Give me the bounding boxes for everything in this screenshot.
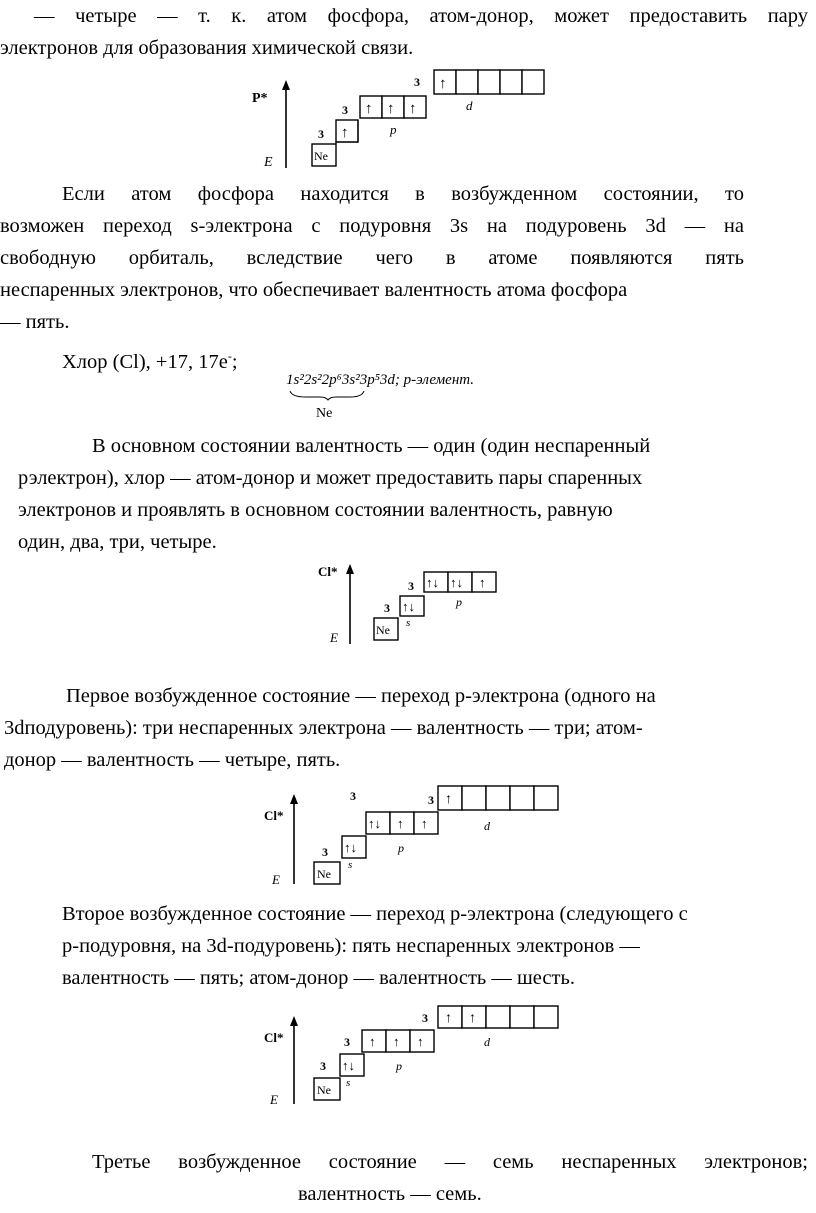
p-sublevel-label: p	[396, 1059, 402, 1073]
s-arrow: ↑↓	[402, 599, 415, 614]
d-orbital-box-4	[500, 70, 522, 94]
energy-axis-arrowhead	[346, 564, 354, 574]
p-arrow-3: ↑	[421, 816, 428, 831]
p-arrow-2: ↑	[393, 1034, 400, 1049]
level-3p: 3	[408, 579, 414, 593]
paragraph-2-line-2: возможен переход s-электрона с подуровня 3s на подуровень 3d — на	[0, 215, 744, 237]
atom-label: P*	[252, 91, 268, 106]
p-sublevel-label: p	[398, 841, 404, 855]
d-sublevel-label: d	[466, 98, 473, 113]
level-3d: 3	[428, 793, 434, 807]
formula-text: 1s²2s²2p⁶3s²3p⁵3d; p-элемент.	[286, 372, 475, 388]
level-3p: 3	[342, 103, 348, 117]
chlorine-ground-orbital-diagram	[316, 560, 516, 650]
chlorine-text: Хлор (Cl), +17, 17e	[62, 350, 228, 373]
d-arrow-1: ↑	[445, 792, 452, 807]
d-orbital-box-5	[534, 786, 558, 810]
d-sublevel-label: d	[484, 1035, 490, 1049]
paragraph-2-line-3: свободную орбиталь, вследствие чего в атоме появляются пять	[0, 247, 744, 269]
formula-brace	[286, 389, 366, 401]
paragraph-3-line-1: В основном состоянии валентность — один (один неспаренный	[92, 435, 651, 457]
p-arrow-3: ↑	[409, 101, 417, 117]
energy-axis-arrowhead	[282, 80, 290, 90]
paragraph-4-line-1: Первое возбужденное состояние — переход р-электрона (одного на	[66, 685, 656, 707]
paragraph-2-line-4: неспаренных электронов, что обеспечивает валентность атома фосфора	[0, 279, 628, 301]
d-orbital-box-3	[486, 786, 510, 810]
s-sublevel-label: s	[346, 1077, 351, 1089]
p-arrow-2: ↑↓	[450, 575, 463, 590]
d-orbital-box-4	[510, 1006, 534, 1028]
formula-brace-label: Ne	[316, 406, 333, 421]
p-arrow-3: ↑	[417, 1034, 424, 1049]
paragraph-5-line-2: р-подуровня, на 3d-подуровень): пять неспаренных электронов —	[62, 935, 640, 957]
s-arrow: ↑	[341, 125, 349, 141]
level-3p: 3	[350, 789, 356, 803]
paragraph-3-line-3: электронов и проявлять в основном состоянии валентность, равную	[18, 499, 613, 521]
p-arrow-1: ↑↓	[368, 816, 381, 831]
paragraph-5-line-3: валентность — пять; атом-донор — валентность — шесть.	[62, 967, 575, 989]
paragraph-1-line-1: — четыре — т. к. атом фосфора, атом-донор, может предоставить пару	[34, 5, 808, 27]
energy-axis-arrowhead	[290, 794, 298, 804]
paragraph-4-line-2: 3dподуровень): три неспаренных электрона — валентность — три; атом-	[4, 717, 643, 739]
s-sublevel-label: s	[348, 859, 353, 871]
paragraph-2-line-1: Если атом фосфора находится в возбужденном состоянии, то	[62, 183, 744, 205]
d-orbital-box-3	[486, 1006, 510, 1028]
s-sublevel-label: s	[406, 617, 411, 629]
paragraph-6-line-2: валентность — семь.	[298, 1183, 482, 1205]
phosphorus-excited-orbital-diagram	[248, 68, 568, 172]
s-arrow: ↑↓	[342, 1058, 355, 1073]
energy-axis-arrowhead	[290, 1016, 298, 1026]
p-arrow-1: ↑	[369, 1034, 376, 1049]
ne-core-label: Ne	[314, 149, 328, 163]
level-3s: 3	[320, 1059, 326, 1073]
electron-formula	[286, 372, 475, 421]
d-arrow-2: ↑	[469, 1011, 476, 1026]
chlorine-sup: -	[227, 349, 232, 363]
ne-core-label: Ne	[376, 623, 390, 637]
level-3d: 3	[422, 1011, 428, 1025]
paragraph-1-line-2: электронов для образования химической связи.	[0, 37, 414, 59]
energy-label: E	[330, 630, 338, 645]
level-3s: 3	[384, 601, 390, 615]
d-orbital-box-5	[522, 70, 544, 94]
d-orbital-box-4	[510, 786, 534, 810]
d-orbital-box-2	[456, 70, 478, 94]
d-orbital-box-2	[462, 786, 486, 810]
paragraph-4-line-3: донор — валентность — четыре, пять.	[4, 749, 341, 771]
atom-label: Cl*	[264, 808, 284, 823]
energy-label: E	[270, 1092, 278, 1107]
level-3p: 3	[344, 1035, 350, 1049]
energy-label: E	[264, 155, 273, 170]
paragraph-3-line-4: один, два, три, четыре.	[18, 531, 217, 553]
atom-label: Cl*	[264, 1030, 284, 1045]
paragraph-5-line-1: Второе возбужденное состояние — переход р-электрона (следующего с	[62, 903, 688, 925]
chlorine-second-excited-orbital-diagram	[262, 1004, 572, 1108]
d-orbital-box-3	[478, 70, 500, 94]
chlorine-line	[62, 344, 238, 374]
d-arrow-1: ↑	[445, 1011, 452, 1026]
level-3d: 3	[414, 75, 420, 89]
s-arrow: ↑↓	[344, 840, 357, 855]
ne-core-label: Ne	[317, 1083, 331, 1097]
d-arrow-1: ↑	[439, 76, 447, 92]
paragraph-3-line-2: рэлектрон), хлор — атом-донор и может предоставить пары спаренных	[18, 467, 643, 489]
p-sublevel-label: p	[390, 122, 397, 137]
level-3s: 3	[322, 845, 328, 859]
energy-label: E	[272, 872, 280, 887]
level-3s: 3	[318, 127, 324, 141]
p-arrow-3: ↑	[479, 575, 486, 590]
p-arrow-1: ↑	[365, 101, 373, 117]
p-sublevel-label: p	[456, 595, 462, 609]
p-arrow-2: ↑	[387, 101, 395, 117]
p-arrow-2: ↑	[397, 816, 404, 831]
d-orbital-box-5	[534, 1006, 558, 1028]
paragraph-2-line-5: — пять.	[0, 311, 70, 333]
atom-label: Cl*	[318, 564, 338, 579]
d-sublevel-label: d	[484, 819, 490, 833]
paragraph-6-line-1: Третье возбужденное состояние — семь неспаренных электронов;	[92, 1151, 808, 1173]
ne-core-label: Ne	[317, 867, 331, 881]
chlorine-first-excited-orbital-diagram	[262, 780, 572, 890]
chlorine-end: ;	[231, 350, 238, 373]
p-arrow-1: ↑↓	[426, 575, 439, 590]
